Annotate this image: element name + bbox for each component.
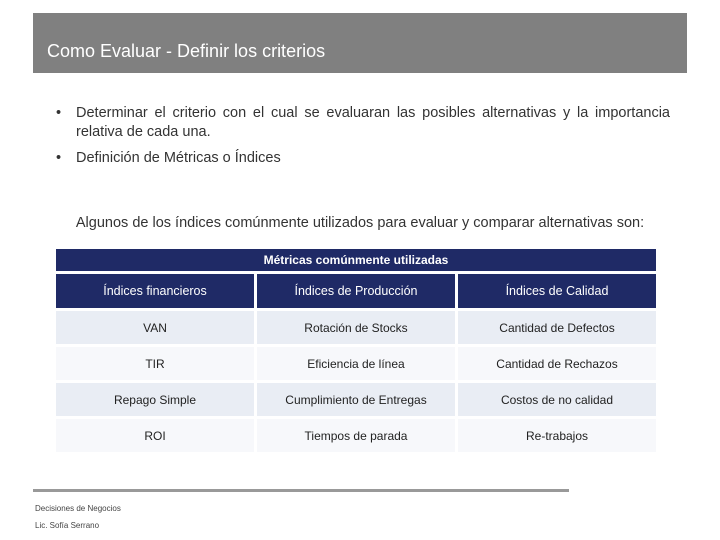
table-caption-row [56,249,656,271]
footer-divider [33,489,569,492]
table-cell: Rotación de Stocks [257,311,455,344]
table-cell: TIR [56,347,254,380]
table-cell: Costos de no calidad [458,383,656,416]
table-cell: Cantidad de Rechazos [458,347,656,380]
table-cell: ROI [56,419,254,452]
table-cell: Repago Simple [56,383,254,416]
table-caption: Métricas comúnmente utilizadas [56,249,656,271]
metrics-table [53,246,659,455]
table-cell: Eficiencia de línea [257,347,455,380]
table-row [56,347,656,380]
bullet-text: Determinar el criterio con el cual se evaluaran las posibles alternativas y la importancia relativa de cada una. [76,105,670,140]
table-cell: Re-trabajos [458,419,656,452]
table-header-row [56,274,656,308]
footer-course: Decisiones de Negocios [35,504,121,513]
title-bar [33,13,687,73]
footer-author: Lic. Sofía Serrano [35,521,100,530]
table-row [56,419,656,452]
bullet-list [54,104,670,175]
table-row [56,311,656,344]
table-cell: Tiempos de parada [257,419,455,452]
table-cell: Cumplimiento de Entregas [257,383,455,416]
column-header-calidad: Índices de Calidad [458,274,656,308]
column-header-produccion: Índices de Producción [257,274,455,308]
table-cell: Cantidad de Defectos [458,311,656,344]
slide-title: Como Evaluar - Definir los criterios [47,41,326,61]
bullet-item [54,149,670,168]
bullet-item [54,104,670,142]
bullet-text: Definición de Métricas o Índices [76,150,281,166]
bullet-dot-icon: • [56,150,62,166]
table-row [56,383,656,416]
bullet-dot-icon: • [56,105,62,121]
intro-text: Algunos de los índices comúnmente utilizados para evaluar y comparar alternativas son: [75,215,645,231]
column-header-financieros: Índices financieros [56,274,254,308]
table-cell: VAN [56,311,254,344]
